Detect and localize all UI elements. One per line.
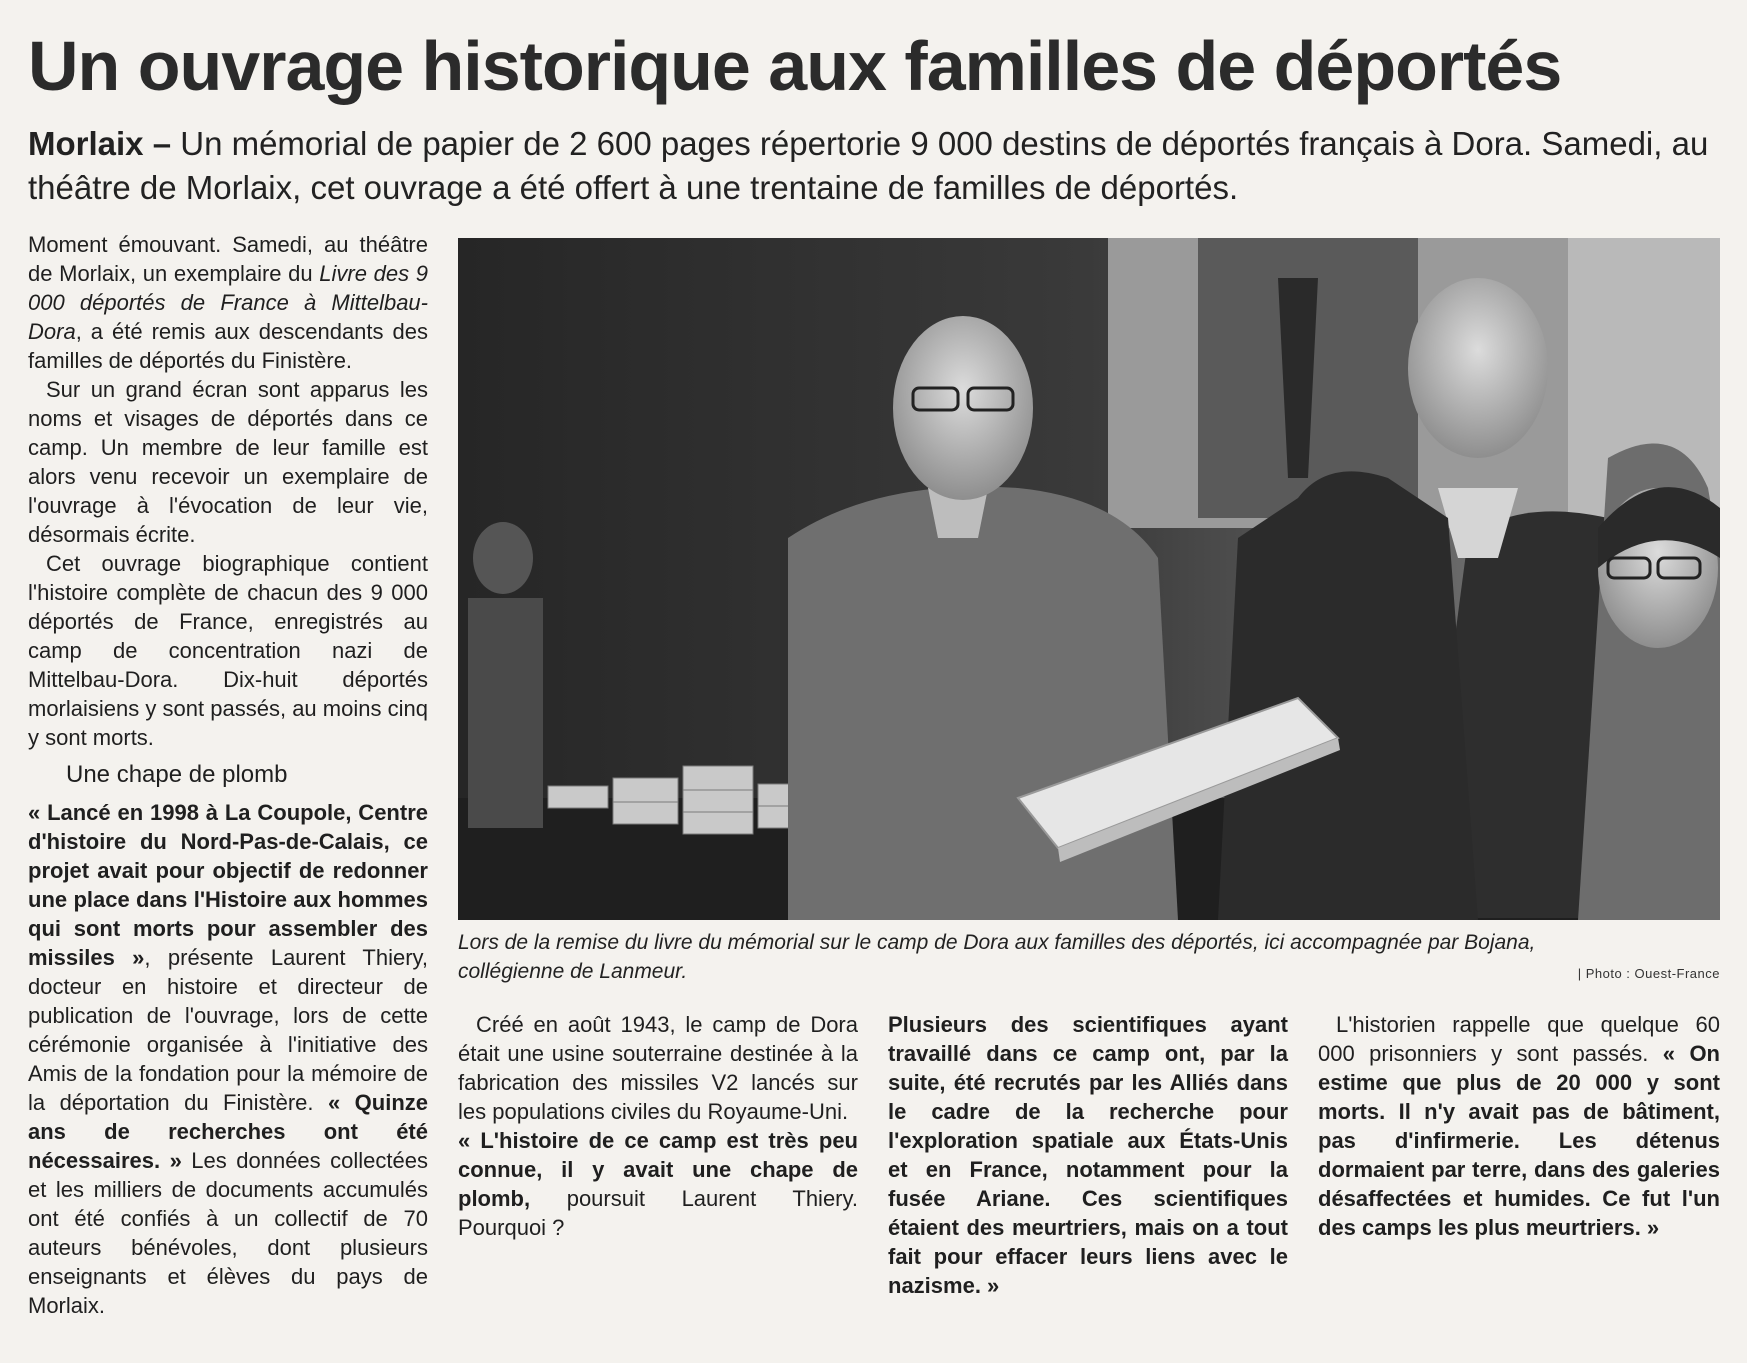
- book-title: Livre des 9 000 déportés de France à Mittelbau-Dora: [28, 261, 428, 344]
- paragraph-4-quote-2: « Quinze ans de recherches ont été nécessaires. »: [28, 1090, 428, 1173]
- paragraph-4-quote: « Lancé en 1998 à La Coupole, Centre d'histoire du Nord-Pas-de-Calais, ce projet avait pour objectif de redonner une place dans l'Histoire aux hommes qui sont morts pour assembler des missiles »: [28, 800, 428, 970]
- column-2: [458, 1010, 858, 1242]
- column-1: [28, 230, 428, 1320]
- photo-illustration: [458, 238, 1720, 920]
- column-3: [888, 1010, 1288, 1300]
- paragraph-6-quote: « L'histoire de ce camp est très peu connue, il y avait une chape de plomb,: [458, 1128, 858, 1211]
- lead-text: Un mémorial de papier de 2 600 pages répertorie 9 000 destins de déportés français à Dora. Samedi, au théâtre de Morlaix, cet ouvrage a été offert à une trentaine de familles de déportés.: [28, 125, 1709, 206]
- paragraph-7-text: L'historien rappelle que quelque 60 000 prisonniers y sont passés.: [1318, 1012, 1720, 1066]
- paragraph-4-text-a: , présente Laurent Thiery, docteur en histoire et directeur de publication de l'ouvrage, lors de cette cérémonie organisée à l'initiative des Amis de la fondation pour la mémoire de la déportation du Finistère.: [28, 945, 428, 1115]
- paragraph-3: Cet ouvrage biographique contient l'histoire complète de chacun des 9 000 déportés de France, enregistrés au camp de concentration nazi de Mittelbau-Dora. Dix-huit déportés morlaisiens y sont passés, au moins cinq y sont morts.: [28, 551, 428, 750]
- headline: Un ouvrage historique aux familles de déportés: [28, 27, 1562, 105]
- photo-caption: Lors de la remise du livre du mémorial sur le camp de Dora aux familles des déportés, ici accompagnée par Bojana, collégienne de Lanmeur.: [458, 931, 1536, 983]
- paragraph-1: [28, 230, 428, 375]
- column-4: [1318, 1010, 1720, 1242]
- paragraph-1-text-b: , a été remis aux descendants des familles de déportés du Finistère.: [28, 319, 428, 373]
- photo-credit: | Photo : Ouest-France: [1560, 966, 1720, 981]
- lead-dateline: Morlaix –: [28, 125, 172, 162]
- subheading: Une chape de plomb: [66, 761, 288, 788]
- paragraph-7: [1318, 1010, 1720, 1242]
- paragraph-7-quote: « On estime que plus de 20 000 y sont morts. Il n'y avait pas de bâtiment, pas d'infirmerie. Les détenus dormaient par terre, dans des galeries désaffectées et humides. Ce fut l'un des camps les plus meurtriers. »: [1318, 1041, 1720, 1240]
- paragraph-2: Sur un grand écran sont apparus les noms et visages de déportés dans ce camp. Un membre de leur famille est alors venu recevoir un exemplaire de l'ouvrage à l'évocation de leur vie, désormais écrite.: [28, 377, 428, 547]
- paragraph-6: [458, 1126, 858, 1242]
- lead-paragraph: [28, 122, 1728, 210]
- paragraph-4: [28, 798, 428, 1320]
- paragraph-4-text-b: Les données collectées et les milliers de documents accumulés ont été confiés à un collectif de 70 auteurs bénévoles, dont plusieurs enseignants et élèves du pays de Morlaix.: [28, 1148, 428, 1318]
- paragraph-1-text-a: Moment émouvant. Samedi, au théâtre de Morlaix, un exemplaire du: [28, 232, 428, 286]
- article-photo: [458, 238, 1720, 920]
- paragraph-6-text: poursuit Laurent Thiery. Pourquoi ?: [458, 1186, 858, 1240]
- paragraph-6-continued: Plusieurs des scientifiques ayant travaillé dans ce camp ont, par la suite, été recrutés par les Alliés dans le cadre de la recherche pour l'exploration spatiale aux États-Unis et en France, notamment pour la fusée Ariane. Ces scientifiques étaient des meurtriers, mais on a tout fait pour effacer leurs liens avec le nazisme. »: [888, 1012, 1288, 1298]
- paragraph-5: Créé en août 1943, le camp de Dora était une usine souterraine destinée à la fabrication des missiles V2 lancés sur les populations civiles du Royaume-Uni.: [458, 1012, 858, 1124]
